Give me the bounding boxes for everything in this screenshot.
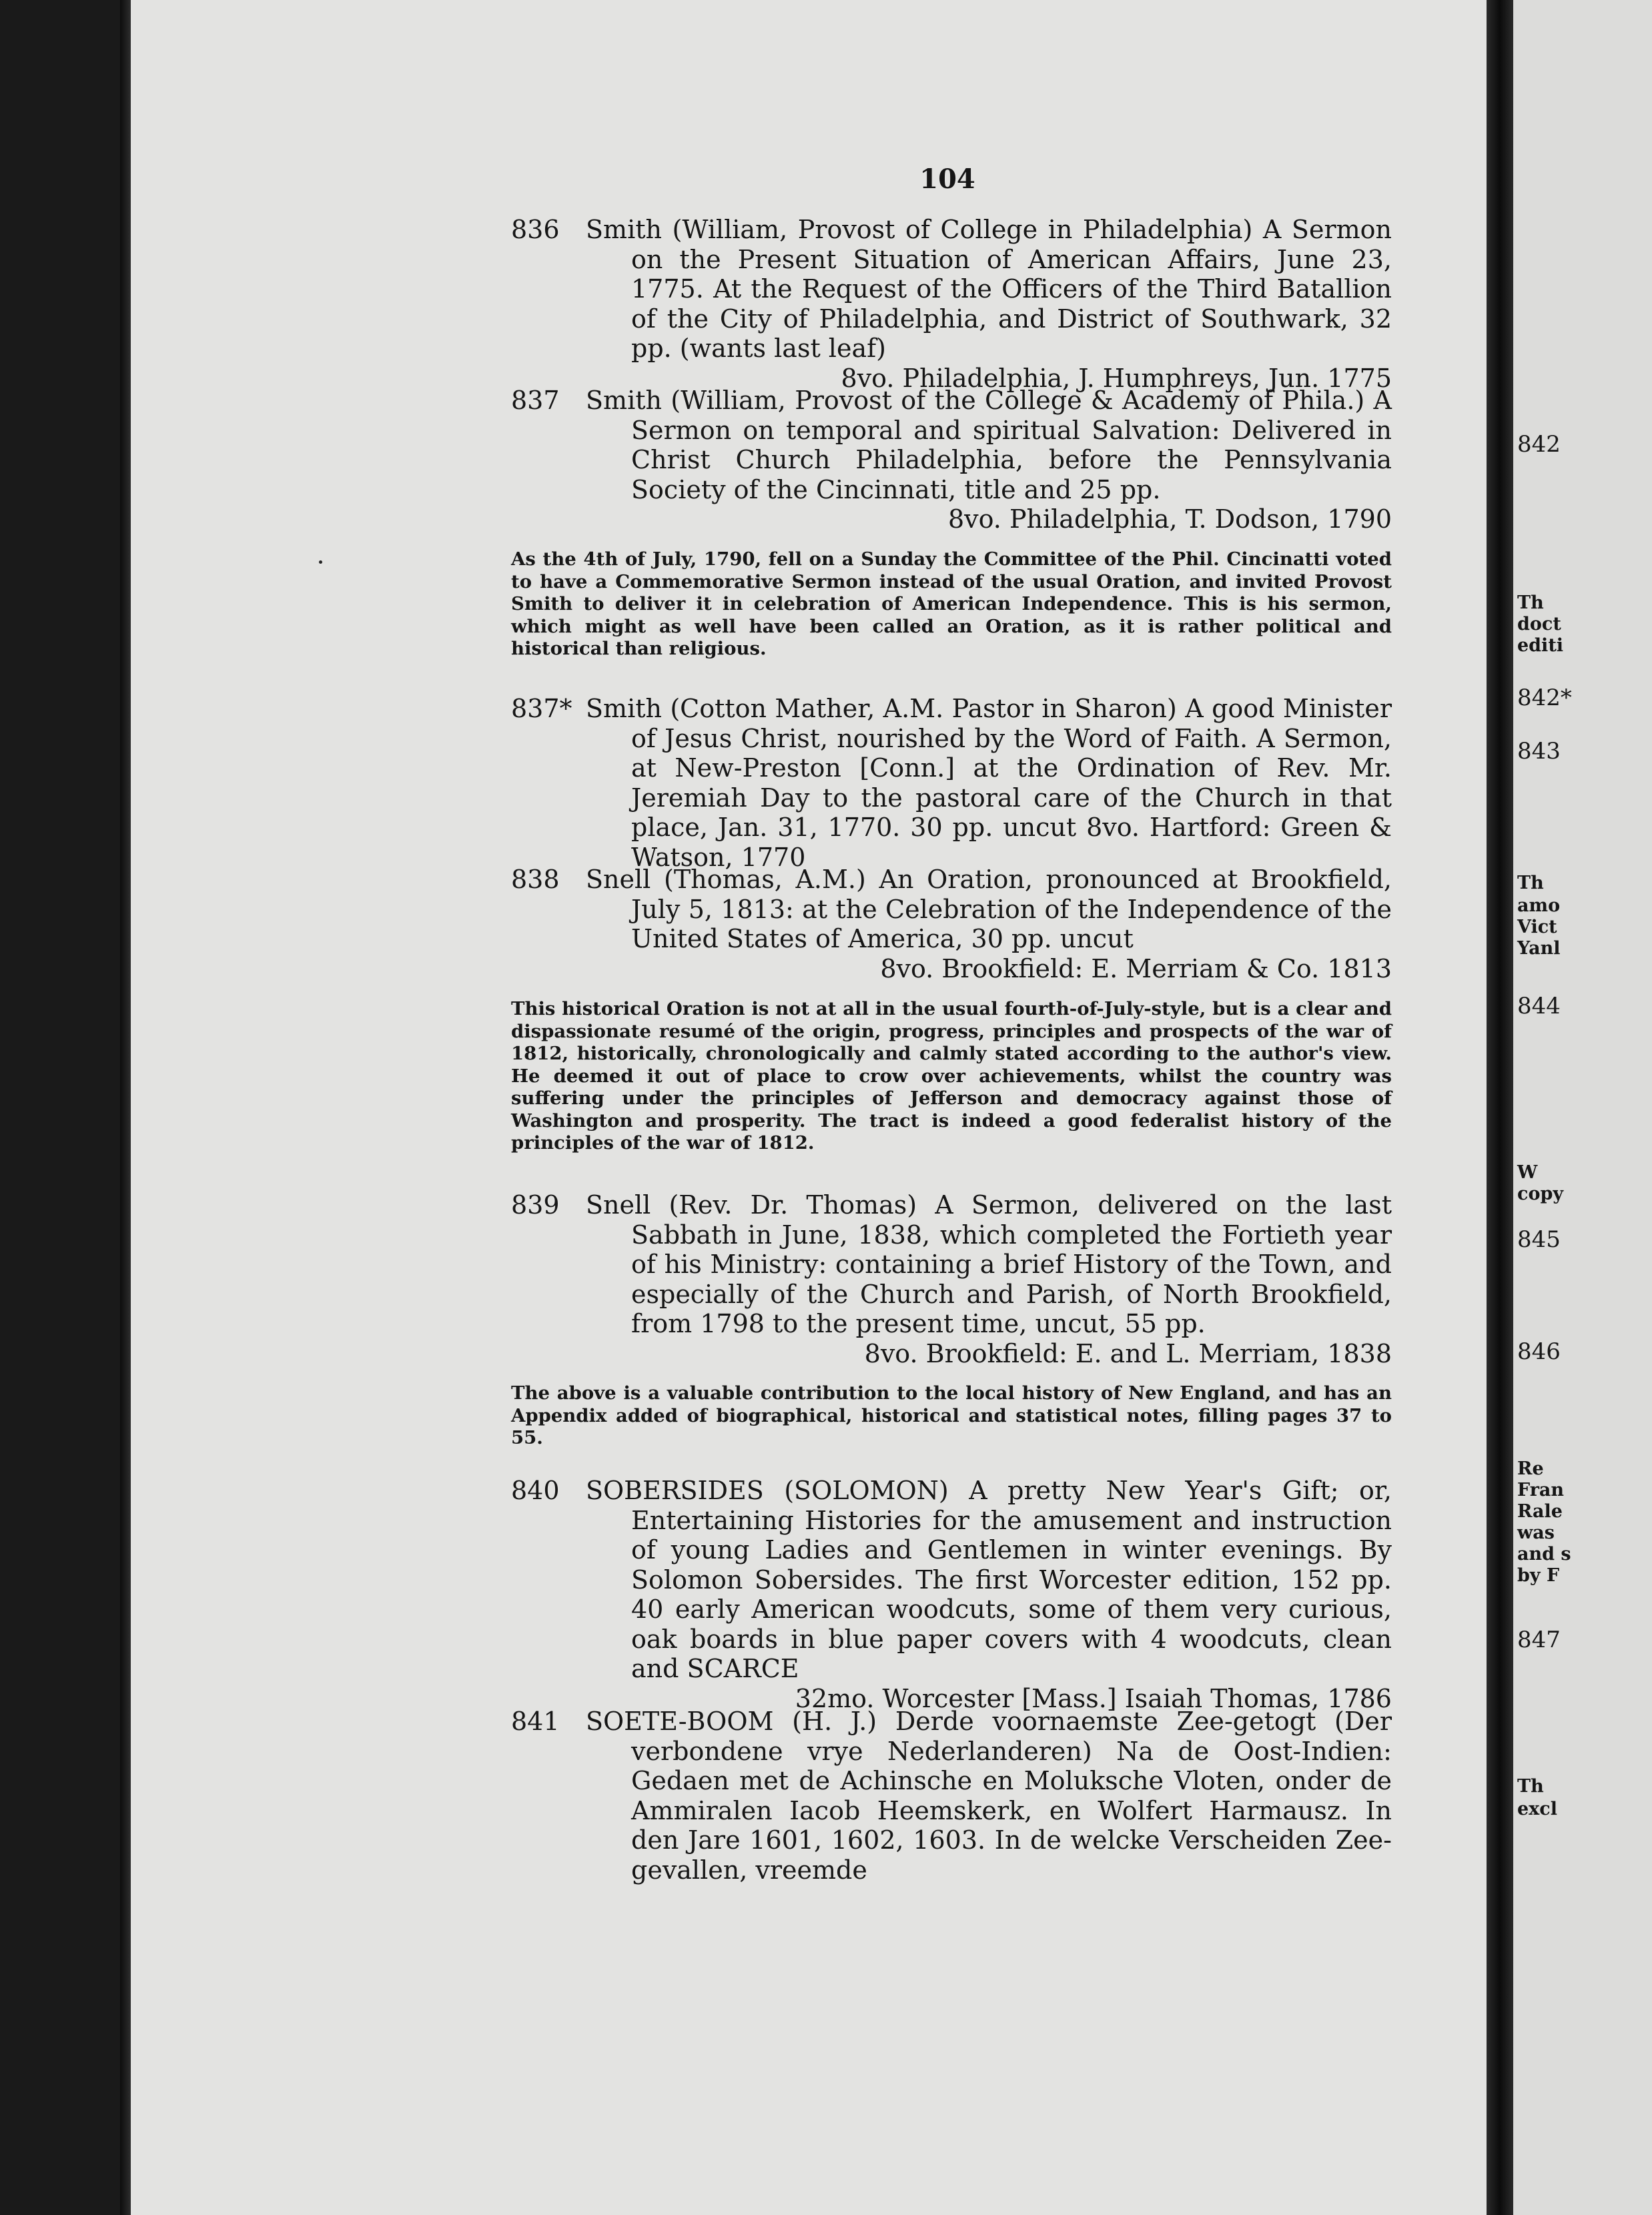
entry-imprint: 8vo. Brookfield: E. Merriam & Co. 1813 <box>880 953 1392 983</box>
entry-note: The above is a valuable contribution to the local history of New England, and has an Appendix added of biographical, historical and statistical notes, filling pages 37 to 55. <box>511 1382 1392 1448</box>
adjacent-fragment: 842* <box>1517 685 1572 711</box>
adjacent-fragment: amo <box>1517 895 1561 916</box>
book-gutter <box>1487 0 1513 2215</box>
adjacent-fragment: was <box>1517 1522 1555 1543</box>
adjacent-fragment: Rale <box>1517 1501 1563 1522</box>
entry-text: Snell (Thomas, A.M.) An Oration, pronounced at Brookfield, July 5, 1813: at the Celebration of the Independence of the United States of America, 30 pp. uncut <box>586 865 1392 953</box>
adjacent-fragment: by F <box>1517 1565 1560 1586</box>
entry-text: Smith (William, Provost of the College & Academy of Phila.) A Sermon on temporal and spiritual Salvation: Delivered in Christ Church Philadelphia, before the Pennsylvania Society of the Cincinnati, title and 25 pp. <box>586 386 1392 504</box>
entry-text: Snell (Rev. Dr. Thomas) A Sermon, delivered on the last Sabbath in June, 1838, which completed the Fortieth year of his Ministry: containing a brief History of the Town, and especially of the Church and Parish, of North Brookfield, from 1798 to the present time, uncut, 55 pp. <box>586 1190 1392 1338</box>
adjacent-fragment: 843 <box>1517 738 1561 765</box>
adjacent-fragment: Th <box>1517 592 1544 613</box>
catalog-entry <box>511 694 1392 872</box>
entry-number: 836 <box>511 215 560 244</box>
entry-imprint: 8vo. Philadelphia, T. Dodson, 1790 <box>947 504 1392 534</box>
entry-text: Smith (Cotton Mather, A.M. Pastor in Sharon) A good Minister of Jesus Christ, nourished by the Word of Faith. A Sermon, at New-Preston [Conn.] at the Ordination of Rev. Mr. Jeremiah Day to the pastoral care of the Church in that place, Jan. 31, 1770. 30 pp. uncut 8vo. Hartford: Green & Watson, 1770 <box>586 694 1392 872</box>
adjacent-page <box>1513 0 1652 2215</box>
adjacent-fragment: Yanl <box>1517 938 1561 959</box>
adjacent-fragment: Vict <box>1517 917 1557 937</box>
entry-number: 841 <box>511 1707 560 1736</box>
adjacent-fragment: 846 <box>1517 1338 1561 1365</box>
adjacent-fragment: doct <box>1517 614 1561 634</box>
adjacent-fragment: 844 <box>1517 993 1561 1019</box>
adjacent-fragment: 847 <box>1517 1627 1561 1653</box>
entry-note: As the 4th of July, 1790, fell on a Sunday the Committee of the Phil. Cincinatti voted to have a Commemorative Sermon instead of the usual Oration, and invited Provost Smith to deliver it in celebration of American Independence. This is his sermon, which might as well have been called an Oration, as it is rather political and historical than religious. <box>511 548 1392 659</box>
page-number: 104 <box>919 163 975 195</box>
catalog-entry <box>511 1476 1392 1713</box>
adjacent-fragment: Th <box>1517 1776 1544 1797</box>
entry-number: 837* <box>511 694 572 723</box>
catalog-entry <box>511 865 1392 983</box>
entry-imprint: 8vo. Philadelphia, J. Humphreys, Jun. 1775 <box>841 363 1392 393</box>
entry-number: 839 <box>511 1190 560 1220</box>
adjacent-fragment: editi <box>1517 635 1564 656</box>
margin-speck <box>319 560 322 564</box>
catalog-entry <box>511 386 1392 534</box>
adjacent-fragment: 842 <box>1517 431 1561 458</box>
entry-text: SOBERSIDES (SOLOMON) A pretty New Year's Gift; or, Entertaining Histories for the amusement and instruction of young Ladies and Gentlemen in winter evenings. By Solomon Sobersides. The first Worcester edition, 152 pp. 40 early American woodcuts, some of them very curious, oak boards in blue paper covers with 4 woodcuts, clean and SCARCE <box>586 1476 1392 1683</box>
adjacent-fragment: W <box>1517 1162 1538 1183</box>
adjacent-fragment: Th <box>1517 873 1544 893</box>
catalog-entry <box>511 215 1392 393</box>
entry-text: SOETE-BOOM (H. J.) Derde voornaemste Zee-getogt (Der verbondene vrye Nederlanderen) Na de Oost-Indien: Gedaen met de Achinsche en Moluksche Vloten, onder de Ammiralen Iacob Heemskerk, en Wolfert Harmausz. In den Jare 1601, 1602, 1603. In de welcke Verscheiden Zee-gevallen, vreemde <box>586 1707 1392 1885</box>
adjacent-fragment: Fran <box>1517 1480 1565 1500</box>
adjacent-fragment: Re <box>1517 1458 1544 1479</box>
adjacent-fragment: copy <box>1517 1184 1564 1204</box>
entry-number: 837 <box>511 386 560 415</box>
entry-number: 838 <box>511 865 560 894</box>
entry-text: Smith (William, Provost of College in Philadelphia) A Sermon on the Present Situation of American Affairs, June 23, 1775. At the Request of the Officers of the Third Batallion of the City of Philadelphia, and District of Southwark, 32 pp. (wants last leaf) <box>586 215 1392 363</box>
adjacent-fragment: and s <box>1517 1544 1571 1565</box>
adjacent-fragment: 845 <box>1517 1226 1561 1253</box>
entry-note: This historical Oration is not at all in the usual fourth-of-July-style, but is a clear and dispassionate resumé of the origin, progress, principles and prospects of the war of 1812, historically, chronologically and calmly stated according to the author's view. He deemed it out of place to crow over achievements, whilst the country was suffering under the principles of Jefferson and democracy against those of Washington and prosperity. The tract is indeed a good federalist history of the principles of the war of 1812. <box>511 998 1392 1154</box>
entry-imprint: 32mo. Worcester [Mass.] Isaiah Thomas, 1786 <box>795 1683 1392 1713</box>
entry-number: 840 <box>511 1476 560 1505</box>
catalog-entry <box>511 1190 1392 1368</box>
adjacent-fragment: excl <box>1517 1799 1557 1819</box>
entry-imprint: 8vo. Brookfield: E. and L. Merriam, 1838 <box>864 1338 1392 1368</box>
catalog-entry <box>511 1707 1392 1885</box>
